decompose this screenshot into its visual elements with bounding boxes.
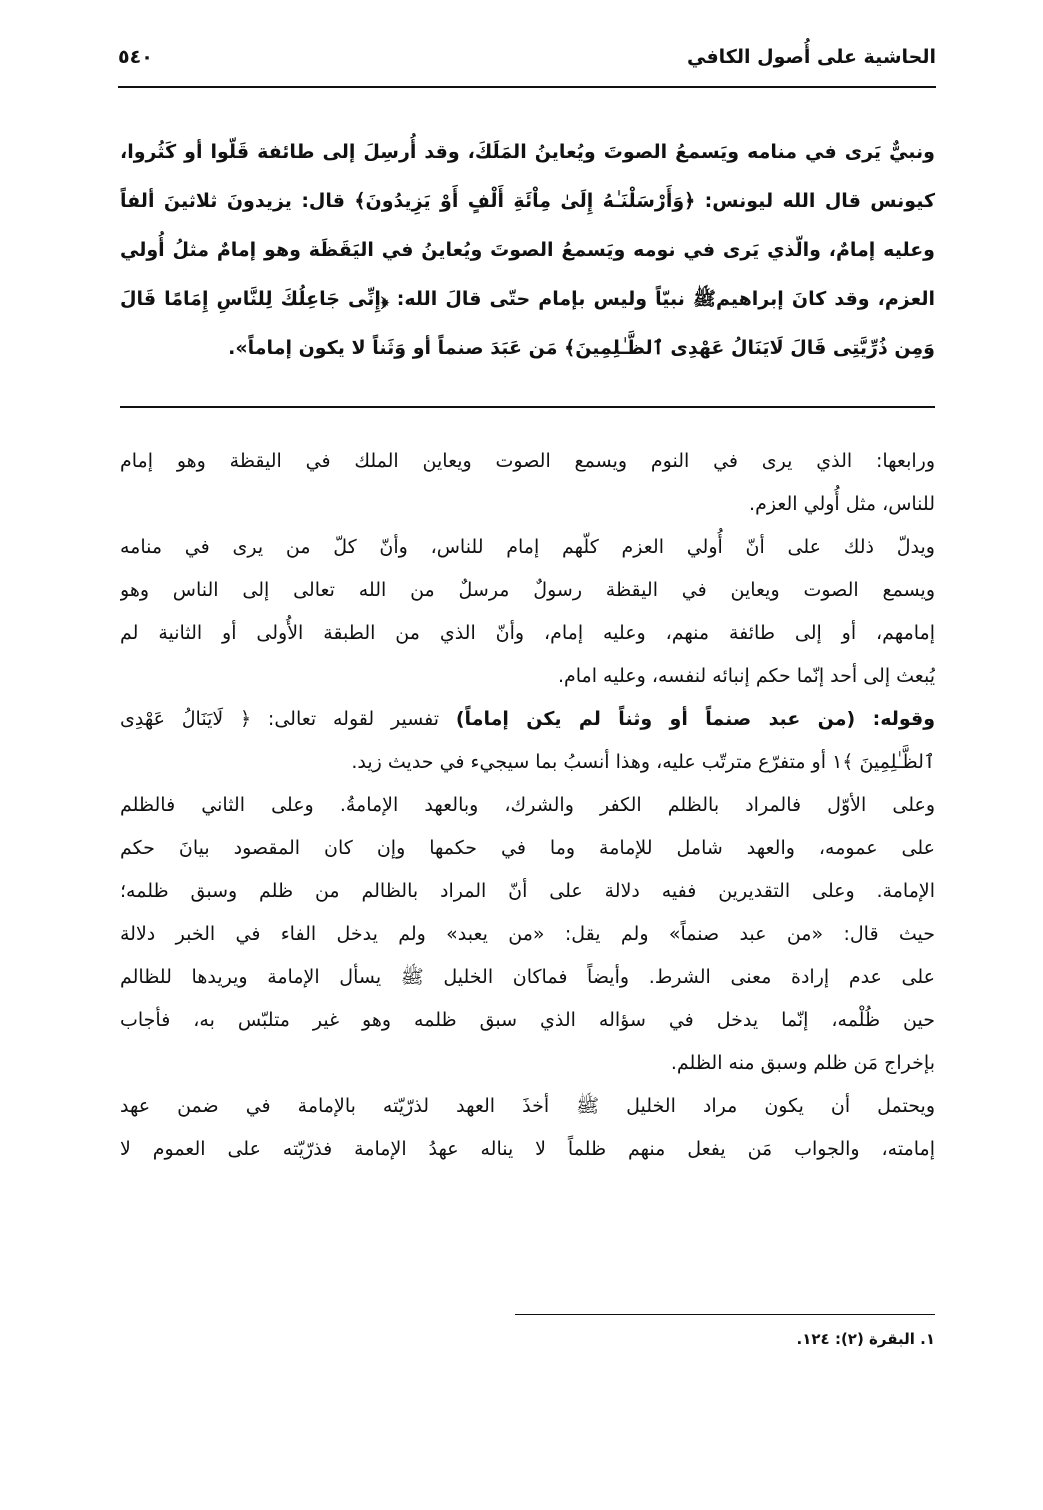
body-line: بإخراج مَن ظلم وسبق منه الظلم. [670, 1052, 935, 1074]
commentary-body [120, 440, 935, 1171]
body-line: ويحتمل أن يكون مراد الخليل ﷺ أخذَ العهد لذرّيّته بالإمامة في ضمن عهد [120, 1095, 935, 1117]
body-line: للناس، مثل أُولي العزم. [749, 493, 935, 515]
quote-line: وعليه إمامٌ، والّذي يَرى في نومه ويَسمعُ الصوتَ ويُعاينُ في اليَقَظَة وهو إمامٌ مثلُ أُولي [120, 239, 935, 261]
section-divider [120, 406, 935, 408]
lemma-explanation: تفسير لقوله تعالى: ﴿ لَايَنَالُ عَهْدِى [120, 708, 440, 730]
running-title: الحاشية على أُصول الكافي [686, 46, 936, 68]
body-line: إمامته، والجواب مَن يفعل منهم ظلماً لا يناله عهدُ الإمامة فذرّيّته على العموم لا [120, 1138, 935, 1160]
body-line: ويدلّ ذلك على أنّ أُولي العزم كلّهم إمام للناس، وأنّ كلّ من يرى في منامه [120, 536, 935, 558]
body-line-lemma [120, 698, 935, 741]
body-line: الإمامة. وعلى التقديرين ففيه دلالة على أنّ المراد بالظالم من ظلم وسبق ظلمه؛ [120, 880, 935, 902]
quote-line: كيونس قال الله ليونس: ﴿وَأَرْسَلْنَـٰهُ إِلَىٰ مِاْئَةِ أَلْفٍ أَوْ يَزِيدُونَ﴾ قال: يزيدونَ ثلاثينَ ألفاً [120, 190, 935, 212]
body-line: ورابعها: الذي يرى في النوم ويسمع الصوت ويعاين الملك في اليقظة وهو إمام [120, 450, 935, 472]
header-rule [118, 86, 936, 88]
footnote-rule [515, 1314, 935, 1315]
body-line: حين ظُلْمه، إنّما يدخل في سؤاله الذي سبق ظلمه وهو غير متلبّس به، فأجاب [120, 1009, 935, 1031]
quote-line: وَمِن ذُرِّيَّتِى قَالَ لَايَنَالُ عَهْدِى ٱلظَّـٰلِمِينَ﴾ مَن عَبَدَ صنماً أو وَثَناً لا يكون إماماً». [228, 337, 935, 359]
body-line: حيث قال: «من عبد صنماً» ولم يقل: «من يعبد» ولم يدخل الفاء في الخبر دلالة [120, 923, 935, 945]
page-number: ٥٤٠ [118, 46, 153, 68]
footnote: ١. البقرة (٢): ١٢٤. [796, 1330, 935, 1348]
body-line: يُبعث إلى أحد إنّما حكم إنبائه لنفسه، وعليه امام. [557, 665, 935, 687]
quote-line: ونبيٌّ يَرى في منامه ويَسمعُ الصوتَ ويُعاينُ المَلَكَ، وقد أُرسِلَ إلى طائفة قَلّوا أو كَثُروا، [120, 141, 935, 163]
body-line: إمامهم، أو إلى طائفة منهم، وعليه إمام، وأنّ الذي من الطبقة الأُولى أو الثانية لم [120, 622, 935, 644]
body-line: وعلى الأوّل فالمراد بالظلم الكفر والشرك، وبالعهد الإمامةُ. وعلى الثاني فالظلم [120, 794, 935, 816]
body-line: على عمومه، والعهد شامل للإمامة وما في حكمها وإن كان المقصود بيانَ حكم [120, 837, 935, 859]
body-line: ٱلظَّـٰلِمِينَ ﴾١ أو متفرّع مترتّب عليه، وهذا أنسبُ بما سيجيء في حديث زيد. [351, 751, 935, 773]
bold-lemma: وقوله: (من عبد صنماً أو وثناً لم يكن إماماً) [455, 708, 935, 730]
quote-line: العزم، وقد كانَ إبراهيمﷺ نبيّاً وليس بإمام حتّى قالَ الله: ﴿إِنِّى جَاعِلُكَ لِلنَّاسِ إِمَامًا قَالَ [120, 288, 935, 310]
page-header [118, 42, 936, 78]
body-line: على عدم إرادة معنى الشرط. وأيضاً فماكان الخليل ﷺ يسأل الإمامة ويريدها للظالم [120, 966, 935, 988]
quoted-hadith-block [120, 128, 935, 373]
body-line: ويسمع الصوت ويعاين في اليقظة رسولٌ مرسلٌ من الله تعالى إلى الناس وهو [120, 579, 935, 601]
